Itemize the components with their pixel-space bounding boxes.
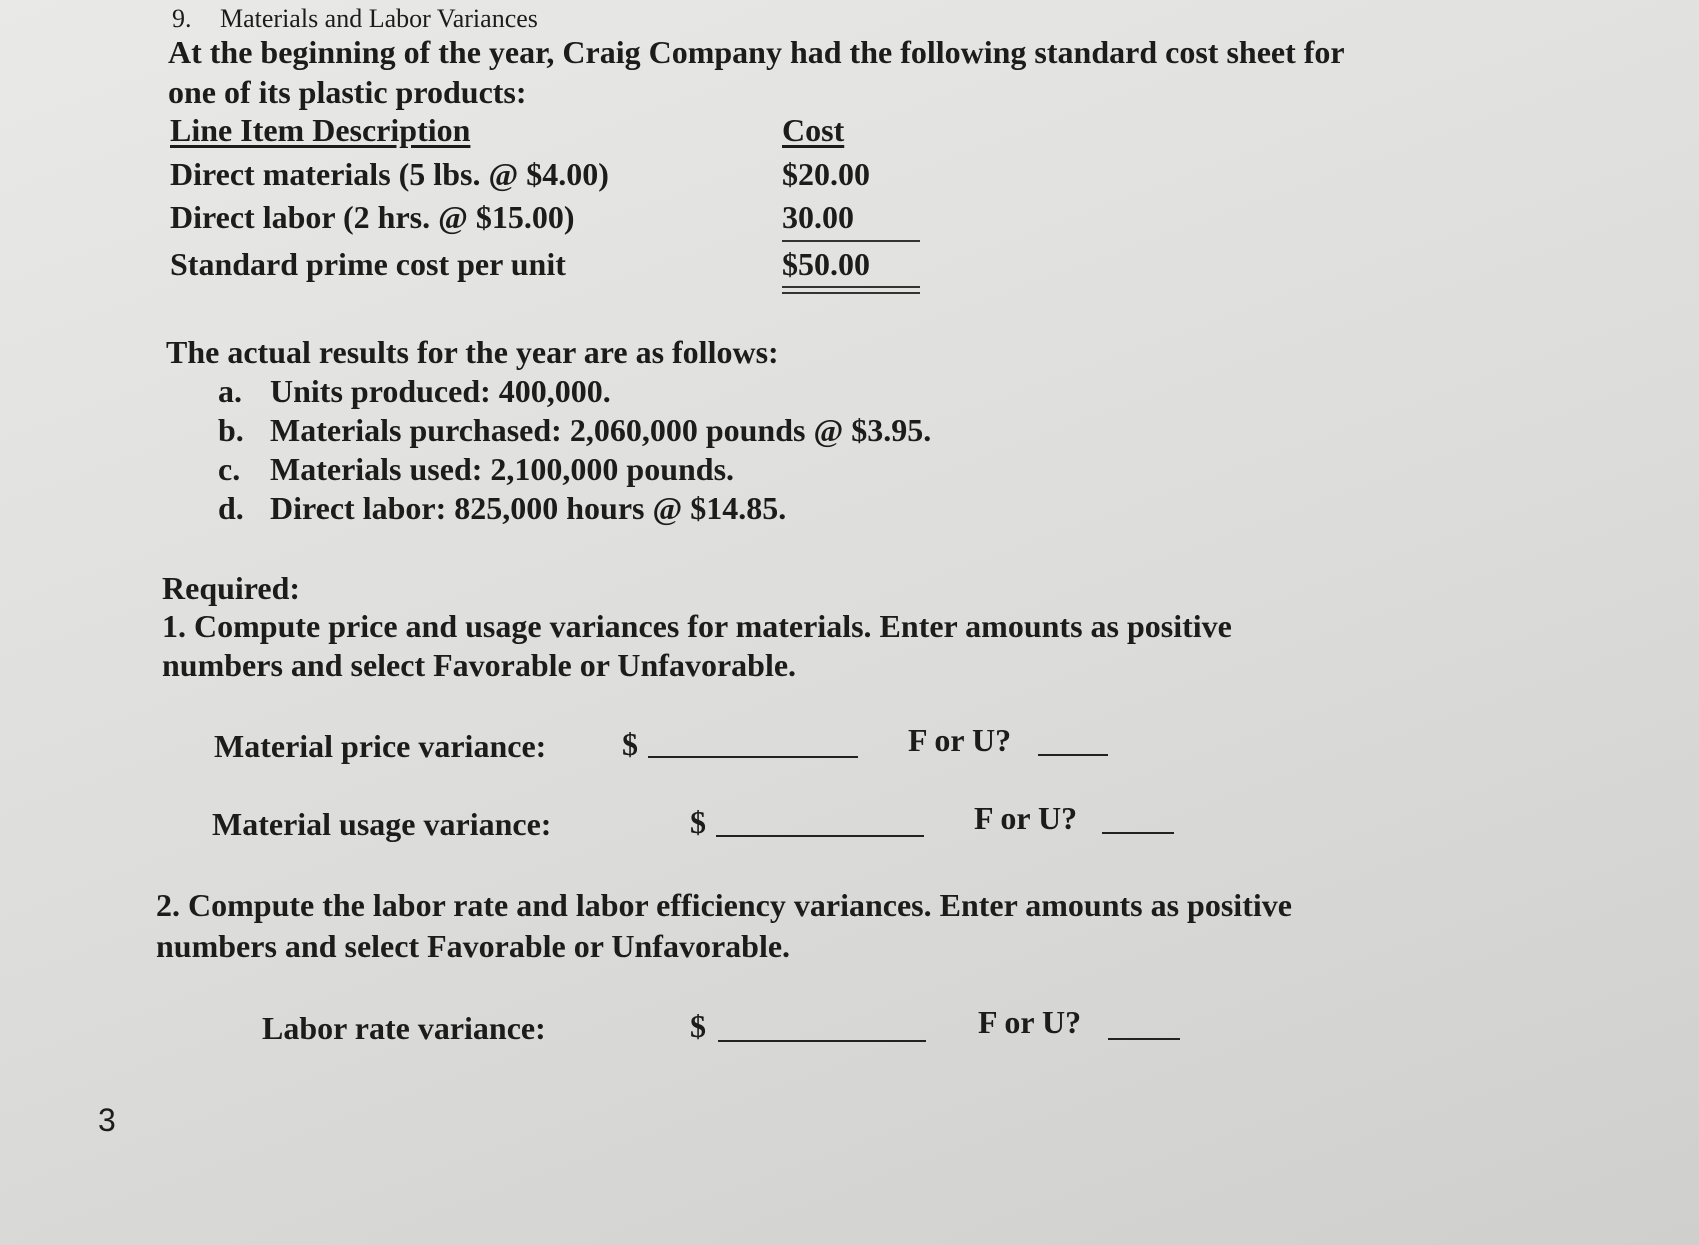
total-double-rule-bottom [782,292,920,294]
list-item: Units produced: 400,000. [270,373,611,409]
list-item: Direct labor: 825,000 hours @ $14.85. [270,490,787,526]
fu-label: F or U? [974,800,1078,836]
row-cost: $50.00 [782,246,870,282]
field-label: Labor rate variance: [262,1010,546,1046]
question-1-line-2: numbers and select Favorable or Unfavorable. [162,647,797,683]
row-cost: 30.00 [782,199,854,235]
intro-line-1: At the beginning of the year, Craig Company had the following standard cost sheet for [168,34,1345,70]
material-usage-fu-blank[interactable] [1102,832,1174,834]
question-2-line-1: 2. Compute the labor rate and labor efficiency variances. Enter amounts as positive [156,887,1292,923]
currency-symbol: $ [622,726,638,762]
field-label: Material price variance: [214,728,547,764]
question-2-line-2: numbers and select Favorable or Unfavorable. [156,928,791,964]
actual-results-lead: The actual results for the year are as follows: [166,334,779,370]
list-letter: d. [218,490,244,526]
labor-rate-fu-blank[interactable] [1108,1038,1180,1040]
subtotal-rule [782,240,920,242]
list-letter: c. [218,451,241,487]
intro-line-2: one of its plastic products: [168,74,527,110]
total-double-rule-top [782,286,920,288]
currency-symbol: $ [690,804,706,840]
material-usage-amount-blank[interactable] [716,835,924,837]
question-1-line-1: 1. Compute price and usage variances for materials. Enter amounts as positive [162,608,1232,644]
fu-label: F or U? [978,1004,1082,1040]
list-item: Materials purchased: 2,060,000 pounds @ $3.95. [270,412,932,448]
row-description: Direct labor (2 hrs. @ $15.00) [170,199,575,235]
header-cost: Cost [782,112,845,148]
list-item: Materials used: 2,100,000 pounds. [270,451,735,487]
currency-symbol: $ [690,1008,706,1044]
material-price-amount-blank[interactable] [648,756,858,758]
field-label: Material usage variance: [212,806,552,842]
row-description: Direct materials (5 lbs. @ $4.00) [170,156,609,192]
header-description: Line Item Description [170,112,471,148]
page-number: 3 [98,1102,116,1138]
material-price-fu-blank[interactable] [1038,754,1108,756]
required-heading: Required: [162,570,301,606]
row-description: Standard prime cost per unit [170,246,566,282]
row-cost: $20.00 [782,156,870,192]
fu-label: F or U? [908,722,1012,758]
list-letter: b. [218,412,244,448]
problem-number: 9. [172,4,192,33]
labor-rate-amount-blank[interactable] [718,1040,926,1042]
list-letter: a. [218,373,242,409]
problem-title: Materials and Labor Variances [220,4,538,33]
